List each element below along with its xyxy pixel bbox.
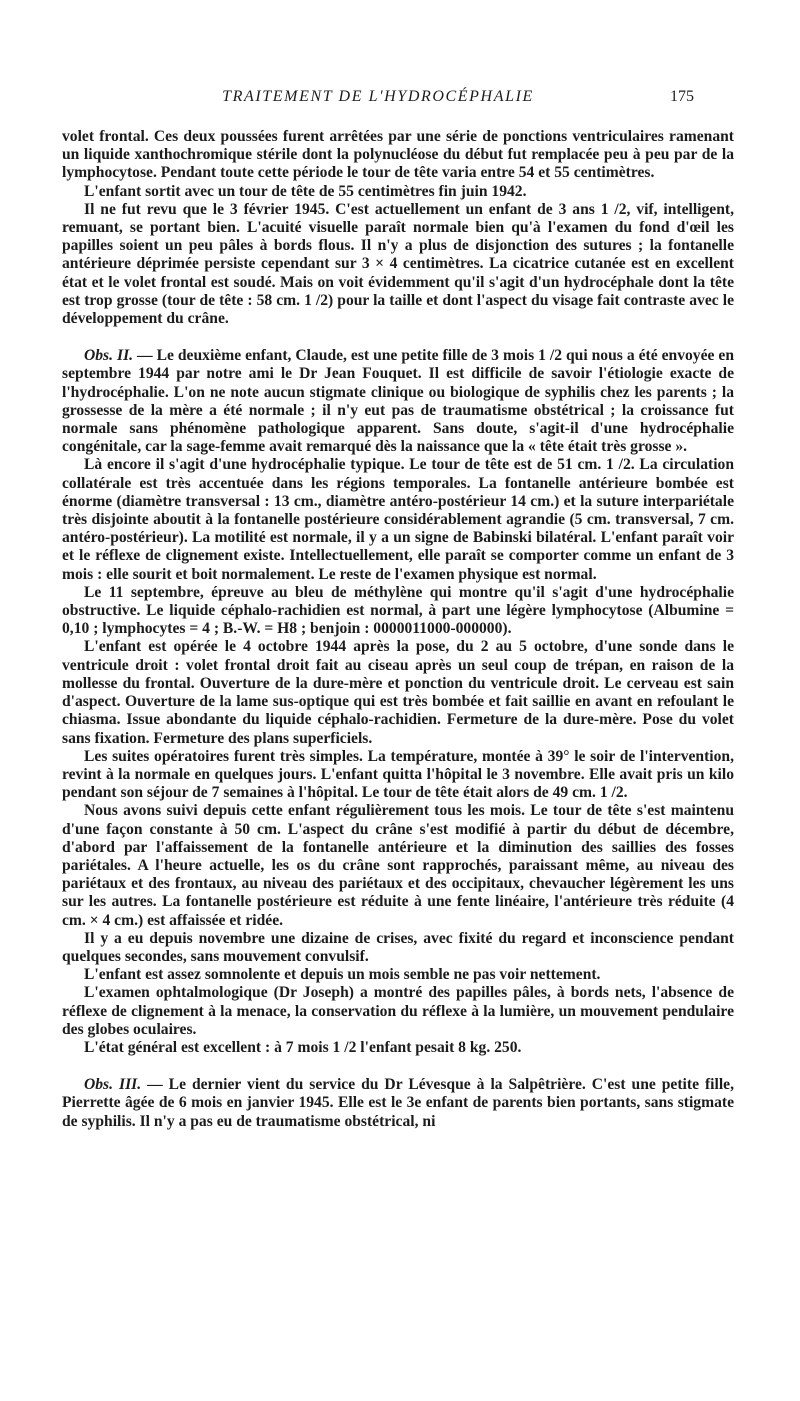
- paragraph: Là encore il s'agit d'une hydrocéphalie typique. Le tour de tête est de 51 cm. 1 /2. La circulation collatérale est très accentuée dans les régions temporales. La fontanelle antérieure bombée est énorme (diamètre transversal : 13 cm., diamètre antéro-postérieur 14 cm.) et la suture interpariétale très disjointe aboutit à la fontanelle postérieure considérablement agrandie (5 cm. transversal, 7 cm. antéro-postérieur). La motilité est normale, il y a un signe de Babinski bilatéral. L'enfant paraît voir et le réflexe de clignement existe. Intellectuellement, elle paraît se comporter comme un enfant de 3 mois : elle sourit et boit normalement. Le reste de l'examen physique est normal.: [62, 456, 734, 583]
- paragraph: Le 11 septembre, épreuve au bleu de méthylène qui montre qu'il s'agit d'une hydrocéphalie obstructive. Le liquide céphalo-rachidien est normal, à part une légère lymphocytose (Albumine = 0,10 ; lymphocytes = 4 ; B.-W. = H8 ; benjoin : 0000011000-000000).: [62, 583, 734, 638]
- paragraph: Nous avons suivi depuis cette enfant régulièrement tous les mois. Le tour de tête s'est maintenu d'une façon constante à 50 cm. L'aspect du crâne s'est modifié à partir du début de décembre, d'abord par l'affaissement de la fontanelle antérieure et la diminution des saillies des fosses pariétales. A l'heure actuelle, les os du crâne sont rapprochés, paraissant même, au niveau des pariétaux et des frontaux, au niveau des pariétaux et des occipitaux, chevaucher légèrement les uns sur les autres. La fontanelle postérieure est réduite à une fente linéaire, l'antérieure très réduite (4 cm. × 4 cm.) est affaissée et ridée.: [62, 802, 734, 929]
- paragraph: L'enfant est assez somnolente et depuis un mois semble ne pas voir nettement.: [84, 966, 601, 984]
- observation-2-intro: [62, 347, 734, 456]
- observation-label: Obs. II.: [84, 347, 134, 365]
- paragraph: L'enfant est opérée le 4 octobre 1944 après la pose, du 2 au 5 octobre, d'une sonde dans le ventricule droit : volet frontal droit fait au ciseau après un seul coup de trépan, en raison de la mollesse du frontal. Ouverture de la dure-mère et ponction du ventricule droit. Le cerveau est sain d'aspect. Ouverture de la lame sus-optique qui est très bombée et fait saillie en avant en refoulant le chiasma. Issue abondante du liquide céphalo-rachidien. Fermeture de la dure-mère. Pose du volet sans fixation. Fermeture des plans superficiels.: [62, 638, 734, 747]
- observation-label: Obs. III.: [84, 1076, 142, 1094]
- page-body: [62, 128, 734, 1131]
- paragraph: L'enfant sortit avec un tour de tête de 55 centimètres fin juin 1942.: [84, 182, 527, 200]
- paragraph: Les suites opératoires furent très simples. La température, montée à 39° le soir de l'intervention, revint à la normale en quelques jours. L'enfant quitta l'hôpital le 3 novembre. Elle avait pris un kilo pendant son séjour de 7 semaines à l'hôpital. Le tour de tête était alors de 49 cm. 1 /2.: [62, 747, 734, 802]
- paragraph: volet frontal. Ces deux poussées furent arrêtées par une série de ponctions ventriculaires ramenant un liquide xanthochromique stérile dont la polynucléose du début fut remplacée peu à peu par de la lymphocytose. Pendant toute cette période le tour de tête varia entre 54 et 55 centimètres.: [62, 128, 734, 182]
- paragraph: L'examen ophtalmologique (Dr Joseph) a montré des papilles pâles, à bords nets, l'absence de réflexe de clignement à la menace, la conservation du réflexe à la lumière, un mouvement pendulaire des globes oculaires.: [62, 984, 734, 1038]
- paragraph: L'état général est excellent : à 7 mois 1 /2 l'enfant pesait 8 kg. 250.: [84, 1038, 522, 1056]
- page-header: [62, 88, 694, 116]
- paragraph: Il y a eu depuis novembre une dizaine de crises, avec fixité du regard et inconscience pendant quelques secondes, sans mouvement convulsif.: [62, 929, 734, 965]
- paragraph: Il ne fut revu que le 3 février 1945. C'est actuellement un enfant de 3 ans 1 /2, vif, intelligent, remuant, se portant bien. L'acuité visuelle paraît normale bien qu'à l'examen du fond d'œil les papilles soient un peu pâles à bords flous. Il n'y a plus de disjonction des sutures ; la fontanelle antérieure déprimée persiste cependant sur 3 × 4 centimètres. La cicatrice cutanée est en excellent état et le volet frontal est soudé. Mais on voit évidemment qu'il s'agit d'un hydrocéphale dont la tête est trop grosse (tour de tête : 58 cm. 1 /2) pour la taille et dont l'aspect du visage fait contraste avec le développement du crâne.: [62, 200, 734, 328]
- running-title: TRAITEMENT DE L'HYDROCÉPHALIE: [222, 88, 534, 105]
- observation-text: — Le deuxième enfant, Claude, est une petite fille de 3 mois 1 /2 qui nous a été envoyée en septembre 1944 par notre ami le Dr Jean Fouquet. Il est difficile de savoir l'étiologie exacte de l'hydrocéphalie. L'on ne note aucun stigmate clinique ou biologique de syphilis chez les parents ; la grossesse de la mère a été normale ; il n'y eut pas de traumatisme obstétrical ; la croissance fut normale sans phénomène pathologique apparent. Sans doute, s'agit-il d'une hydrocéphalie congénitale, car la sage-femme avait remarqué dès la naissance que la « tête était très grosse ».: [62, 347, 734, 456]
- observation-text: — Le dernier vient du service du Dr Lévesque à la Salpêtrière. C'est une petite fille, Pierrette âgée de 6 mois en janvier 1945. Elle est le 3e enfant de parents bien portants, sans stigmate de syphilis. Il n'y a pas eu de traumatisme obstétrical, ni: [62, 1076, 734, 1130]
- page-number: 175: [670, 88, 694, 105]
- observation-3-intro: [62, 1076, 734, 1131]
